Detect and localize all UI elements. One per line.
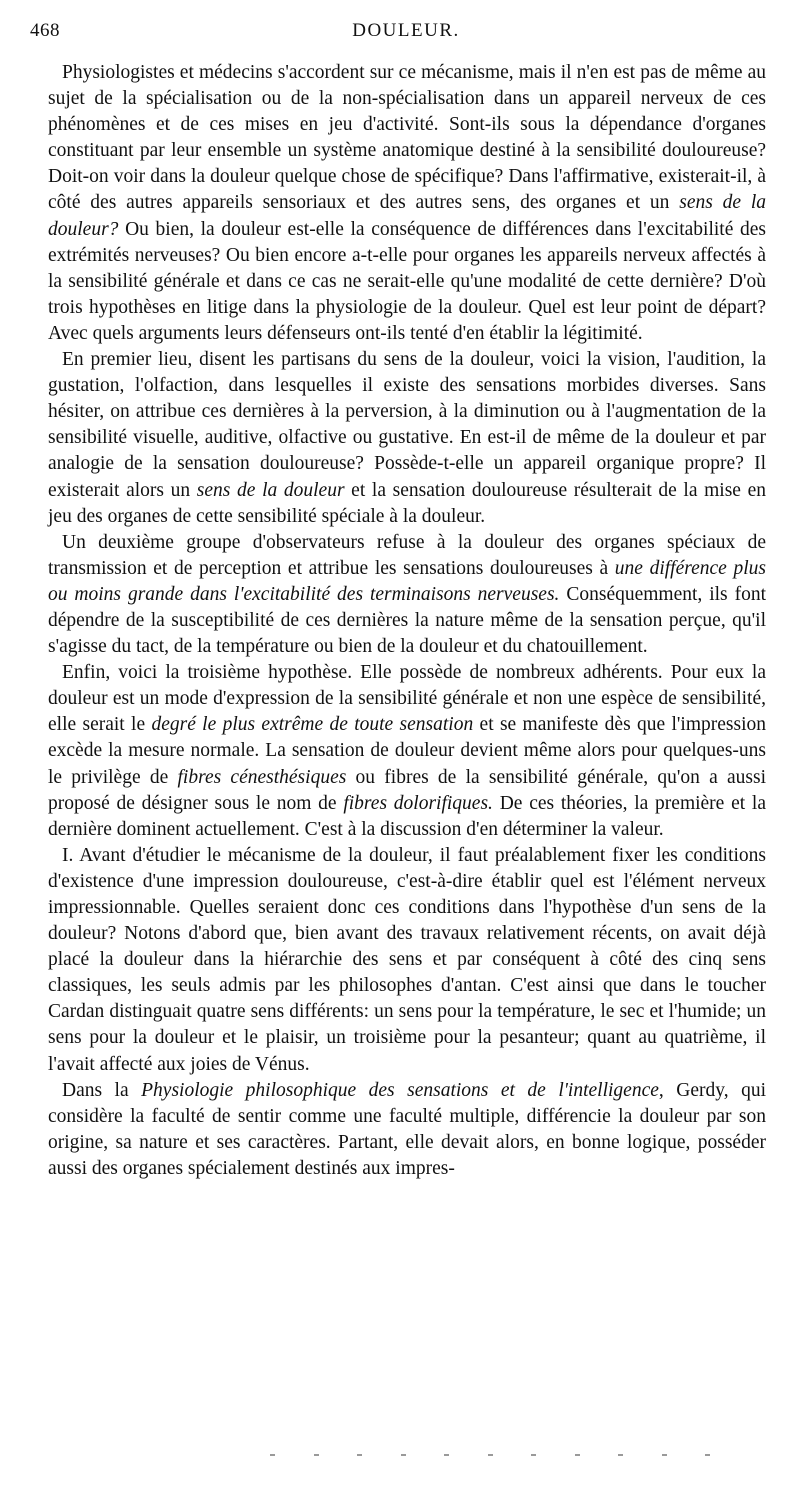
italic-segment: une différence plus ou moins grande dans l'excitabilité des terminaisons nerveuses.	[48, 557, 766, 605]
paragraph-first-hypothesis	[48, 347, 766, 530]
text-segment: De ces théories, la première et la dernière dominent actuellement. C'est à la discussion d'en déterminer la valeur.	[48, 792, 766, 840]
text-segment: I. Avant d'étudier le mécanisme de la douleur, il faut préalablement fixer les conditions d'existence d'une impression douloureuse, c'est-à-dire établir quel est l'élément nerveux impressionnable. Quelles seraient donc ces conditions dans l'hypothèse d'un sens de la douleur? Notons d'abord que, bien avant des travaux relativement récents, on avait déjà placé la douleur dans la hiérarchie des sens et par conséquent à côté des cinq sens classiques, les seuls admis par les philosophes d'antan. C'est ainsi que dans le toucher Cardan distinguait quatre sens différents: un sens pour la température, le sec et l'humide; un sens pour la douleur et le plaisir, un troisième pour la pesanteur; quant au quatrième, il l'avait affecté aux joies de Vénus.	[48, 844, 766, 1075]
page-number: 468	[30, 20, 60, 41]
print-mark	[618, 1454, 623, 1456]
print-mark	[314, 1454, 319, 1456]
text-segment: Enfin, voici la troisième hypothèse. Elle possède de nombreux adhérents. Pour eux la douleur est un mode d'expression de la sensibilité générale et non une espèce de sensibilité, elle serait le	[48, 662, 766, 736]
paragraph-mechanism-hypotheses	[48, 60, 766, 347]
text-segment: et la sensation douloureuse résulterait de la mise en jeu des organes de cette sensibilité spéciale à la douleur.	[48, 479, 767, 527]
print-mark	[401, 1454, 406, 1456]
text-segment: Physiologistes et médecins s'accordent sur ce mécanisme, mais il n'en est pas de même au sujet de la spécialisation ou de la non-spécialisation dans un appareil nerveux de ces phénomènes et de ces mises en jeu d'activité. Sont-ils sous la dépendance d'organes constituant par leur ensemble un système anatomique destiné à la sensibilité douloureuse? Doit-on voir dans la douleur quelque chose de spécifique? Dans l'affirmative, existerait-il, à côté des autres appareils sensoriaux et des autres sens, des organes et un	[48, 62, 766, 214]
italic-segment: degré le plus extrême de toute sensation	[151, 714, 474, 736]
print-mark	[444, 1454, 449, 1456]
paragraph-section-one	[48, 843, 766, 1078]
print-mark	[575, 1454, 580, 1456]
italic-segment: sens de la douleur?	[48, 192, 766, 240]
text-segment: Un deuxième groupe d'observateurs refuse à la douleur des organes spéciaux de transmission et de perception et attribue les sensations douloureuses à	[48, 531, 766, 579]
paragraph-second-hypothesis	[48, 530, 766, 660]
italic-segment: sens de la douleur	[196, 479, 345, 501]
text-segment: Dans la	[62, 1079, 142, 1101]
italic-segment: fibres cénesthésiques	[177, 766, 347, 788]
print-mark	[270, 1454, 275, 1456]
text-segment: Conséquemment, ils font dépendre de la susceptibilité de ces dernières la nature même de la sensation perçue, qu'il s'agisse du tact, de la température ou bien de la douleur et du chatouillement.	[48, 583, 766, 658]
text-segment: Ou bien, la douleur est-elle la conséquence de différences dans l'excitabilité des extrémités nerveuses? Ou bien encore a-t-elle pour organes les appareils nerveux affectés à la sensibilité générale et dans ce cas ne serait-elle qu'une modalité de cette dernière? D'où trois hypothèses en litige dans la physiologie de la douleur. Quel est leur point de départ? Avec quels arguments leurs défenseurs ont-ils tenté d'en établir la légitimité.	[48, 218, 766, 344]
print-mark	[357, 1454, 362, 1456]
italic-segment: Physiologie philosophique des sensations et de l'intelligence	[141, 1079, 659, 1101]
paragraph-gerdy	[48, 1078, 766, 1182]
print-mark	[705, 1454, 710, 1456]
text-segment: et se manifeste dès que l'impression excède la mesure normale. La sensation de douleur devient même alors pour quelques-uns le privilège de	[48, 714, 767, 788]
italic-segment: fibres dolorifiques.	[343, 792, 493, 814]
print-mark	[662, 1454, 667, 1456]
print-mark	[531, 1454, 536, 1456]
body-text	[48, 60, 766, 1182]
running-title: DOULEUR.	[352, 20, 460, 41]
text-segment: En premier lieu, disent les partisans du sens de la douleur, voici la vision, l'audition, la gustation, l'olfaction, dans lesquelles il existe des sensations morbides diverses. Sans hésiter, on attribue ces dernières à la perversion, à la diminution ou à l'augmentation de la sensibilité visuelle, auditive, olfactive ou gustative. En est-il de même de la douleur et par analogie de la sensation douloureuse? Possède-t-elle un appareil organique propre? Il existerait alors un	[48, 349, 766, 501]
paragraph-third-hypothesis	[48, 660, 766, 843]
print-mark	[488, 1454, 493, 1456]
footer-print-marks	[270, 1452, 710, 1458]
text-segment: , Gerdy, qui considère la faculté de sentir comme une faculté multiple, différencie la douleur par son origine, sa nature et ses caractères. Partant, elle devait alors, en bonne logique, posséder aussi des organes spécialement destinés aux impres-	[48, 1079, 766, 1179]
page-header	[30, 20, 782, 46]
text-segment: ou fibres de la sensibilité générale, qu'on a aussi proposé de désigner sous le nom de	[48, 766, 766, 814]
